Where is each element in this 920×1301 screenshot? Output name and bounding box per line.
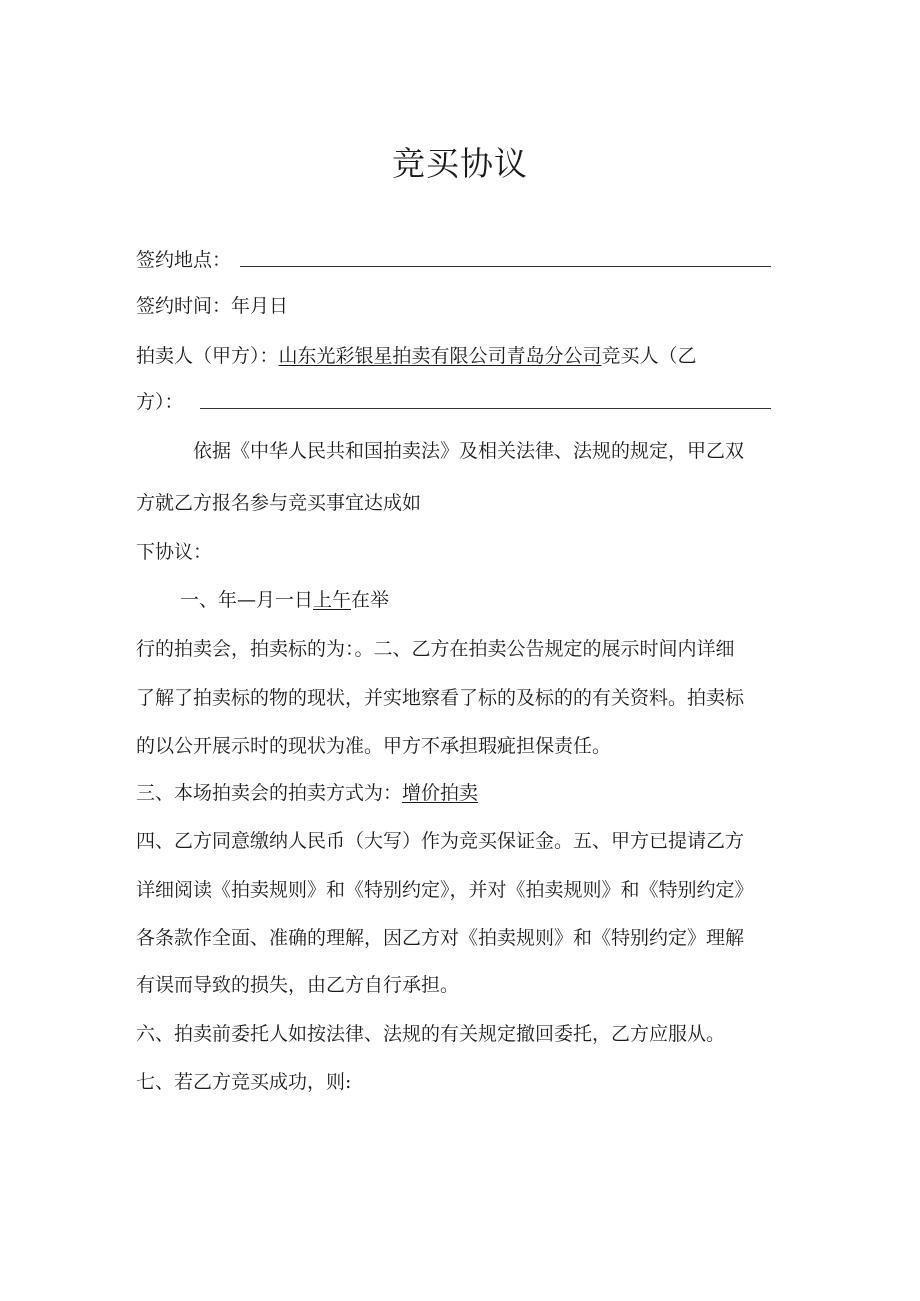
item1-line1 <box>180 586 389 614</box>
bidder-label-b: 方）： <box>136 391 184 413</box>
item2-line3: 的以公开展示时的现状为准。甲方不承担瑕疵担保责任。 <box>136 735 612 757</box>
item2-line2: 了解了拍卖标的物的现状，并实地察看了标的及标的的有关资料。拍卖标 <box>136 687 745 709</box>
item3-line <box>136 779 478 807</box>
sign-place-blank <box>240 266 771 267</box>
item3-prefix: 三、本场拍卖会的拍卖方式为： <box>136 782 403 804</box>
item1-line2: 行的拍卖会，拍卖标的为：。二、乙方在拍卖公告规定的展示时间内详细 <box>136 638 735 660</box>
auctioneer-label: 拍卖人（甲方）： <box>136 345 279 367</box>
item4-line1: 四、乙方同意缴纳人民币（大写）作为竞买保证金。五、甲方已提请乙方 <box>136 830 745 852</box>
para1-line3: 下协议： <box>136 541 213 563</box>
sign-time-label: 签约时间：年月日 <box>136 295 289 317</box>
item5-line2: 详细阅读《拍卖规则》和《特别约定》，并对《拍卖规则》和《特别约定》 <box>136 879 754 901</box>
item5-line4: 有误而导致的损失，由乙方自行承担。 <box>136 974 460 996</box>
item7-line: 七、若乙方竞买成功，则: <box>136 1071 352 1093</box>
sign-place-label: 签约地点： <box>136 249 232 271</box>
para1-line2: 方就乙方报名参与竞买事宜达成如 <box>136 492 422 514</box>
item1-time: 上午 <box>313 589 352 611</box>
item1-suffix: 在举 <box>351 589 390 611</box>
item6-line: 六、拍卖前委托人如按法律、法规的有关规定撤回委托，乙方应服从。 <box>136 1023 726 1045</box>
para1-line1: 依据《中华人民共和国拍卖法》及相关法律、法规的规定，甲乙双 <box>193 440 745 462</box>
bidder-label-a: 竞买人（乙 <box>601 345 697 367</box>
item1-prefix: 一、年—月一日 <box>180 589 314 611</box>
item5-line3: 各条款作全面、准确的理解，因乙方对《拍卖规则》和《特别约定》理解 <box>136 927 745 949</box>
auctioneer-line <box>136 342 697 370</box>
item3-method: 增价拍卖 <box>402 782 479 804</box>
auctioneer-name: 山东光彩银星拍卖有限公司青岛分公司 <box>278 345 602 367</box>
document-title: 竞买协议 <box>392 144 528 183</box>
bidder-blank <box>200 408 771 409</box>
